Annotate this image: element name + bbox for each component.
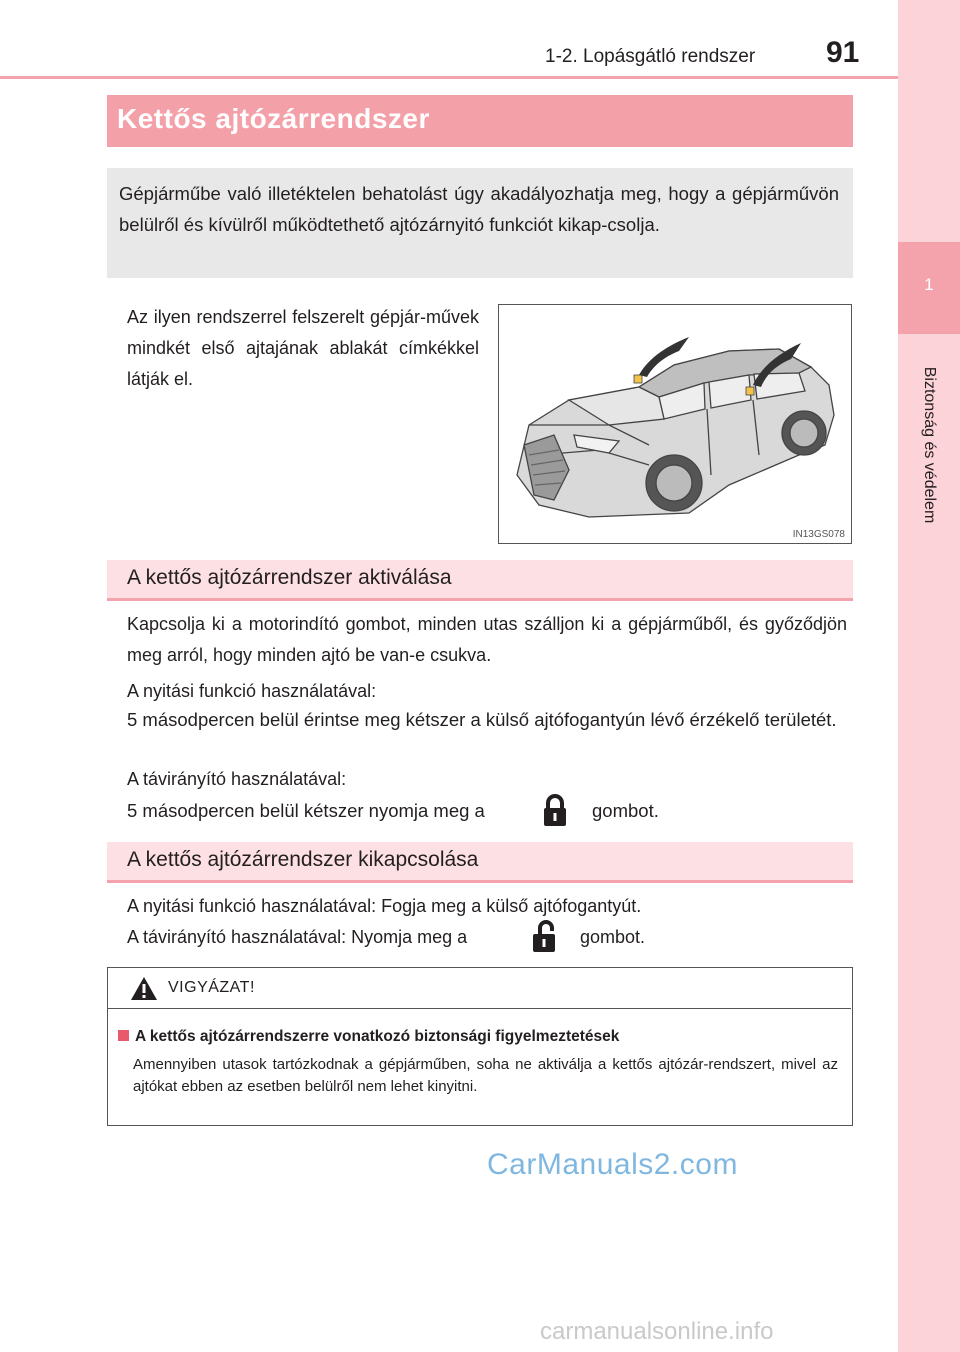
activation-line-4-before: 5 másodpercen belül kétszer nyomja meg a: [127, 800, 485, 821]
deactivation-line-2-before: A távirányító használatával: Nyomja meg a: [127, 927, 468, 947]
warning-box: [107, 967, 853, 1126]
chapter-number: 1: [924, 275, 934, 294]
chapter-title: Biztonság és védelem: [921, 366, 938, 524]
deactivation-heading-bar: [107, 842, 853, 883]
page-title: Kettős ajtózárrendszer: [117, 103, 430, 134]
activation-line-4-after: gombot.: [592, 800, 659, 821]
lock-icon: [541, 794, 569, 833]
warning-triangle-icon: [130, 976, 158, 1001]
section-title: 1-2. Lopásgátló rendszer: [545, 46, 756, 67]
bullet-square-icon: [118, 1030, 129, 1041]
deactivation-heading: A kettős ajtózárrendszer kikapcsolása: [127, 848, 479, 871]
activation-line-2: 5 másodpercen belül érintse meg kétszer a külső ajtófogantyún lévő érzékelő területét.: [127, 709, 837, 730]
deactivation-line-2-after: gombot.: [580, 927, 646, 947]
page-title-bar: [107, 95, 853, 147]
car-illustration: [499, 305, 851, 543]
deactivation-line-1: A nyitási funkció használatával: Fogja meg a külső ajtófogantyút.: [127, 896, 642, 916]
activation-heading: A kettős ajtózárrendszer aktiválása: [127, 566, 452, 589]
car-figure: [498, 304, 852, 544]
intro-text: Gépjárműbe való illetéktelen behatolást úgy akadályozhatja meg, hogy a gépjárművön belülről és kívülről működtethető ajtózárnyitó funkciót kikap-csolja.: [119, 183, 839, 235]
warning-subtitle: A kettős ajtózárrendszerre vonatkozó biztonsági figyelmeztetések: [135, 1028, 620, 1045]
figure-code: IN13GS078: [792, 529, 845, 540]
activation-heading-bar: [107, 560, 853, 601]
warning-header: [108, 968, 851, 1009]
footer-watermark: carmanualsonline.info: [540, 1318, 774, 1345]
activation-line-3: A távirányító használatával:: [127, 769, 347, 789]
activation-line-1: A nyitási funkció használatával:: [127, 681, 377, 701]
chapter-side-tab: [898, 0, 960, 1352]
unlock-icon: [530, 920, 558, 959]
intro-box: [107, 168, 853, 278]
activation-paragraph: Kapcsolja ki a motorindító gombot, minden utas szálljon ki a gépjárműből, és győződjön meg arról, hogy minden ajtó be van-e csukva.: [127, 614, 847, 665]
warning-subtitle-row: [118, 1028, 619, 1046]
header-rule: [0, 76, 898, 79]
label-paragraph: Az ilyen rendszerrel felszerelt gépjár-művek mindkét első ajtajának ablakát címkékkel látják el.: [127, 307, 479, 389]
page-number: 91: [826, 36, 860, 69]
watermark: CarManuals2.com: [487, 1148, 738, 1181]
warning-text: Amennyiben utasok tartózkodnak a gépjárműben, soha ne aktiválja a kettős ajtózár-rendszert, mivel az ajtókat ebben az esetben belülről nem lehet kinyitni.: [133, 1056, 838, 1095]
warning-label: VIGYÁZAT!: [168, 979, 255, 996]
